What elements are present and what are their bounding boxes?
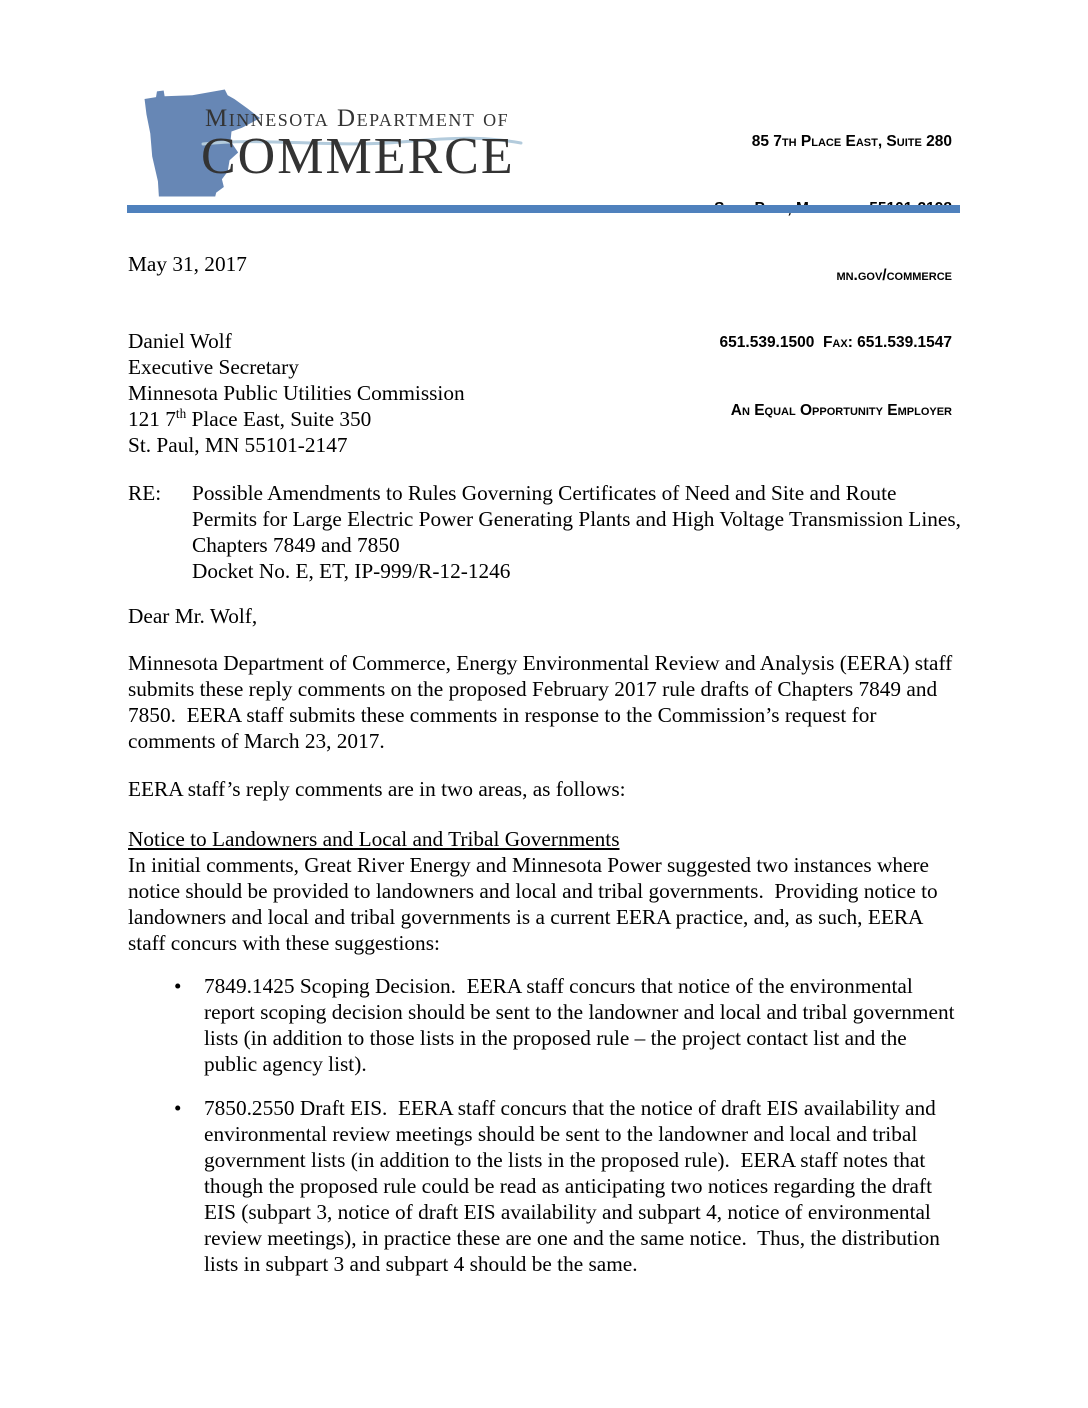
contact-eoe: An Equal Opportunity Employer	[730, 401, 952, 419]
contact-website: mn.gov/commerce	[836, 267, 952, 285]
bullet-draft-eis: • 7850.2550 Draft EIS. EERA staff concurs that the notice of draft EIS availability and environmental review meetings should be sent to the landowner and local and tribal government lists (in addition to the lists in the proposed rule). EERA staff notes that though the proposed rule could be read as anticipating two notices regarding the draft EIS (subpart 3, notice of draft EIS availability and subpart 4, notice of environmental review meetings), in practice these are one and the same notice. Thus, the distribution lists in subpart 3 and subpart 4 should be the same.	[128, 1095, 961, 1277]
re-docket: Docket No. E, ET, IP-999/R-12-1246	[192, 559, 511, 583]
recipient-address-block	[128, 328, 961, 458]
street-ordinal: th	[175, 405, 187, 421]
section-notice	[128, 826, 961, 956]
recipient-street	[128, 406, 961, 432]
section-heading: Notice to Landowners and Local and Tribal Governments	[128, 827, 620, 851]
logo-commerce-text: COMMERCE	[201, 128, 515, 185]
salutation: Dear Mr. Wolf,	[128, 604, 258, 628]
bullet-scoping-decision: • 7849.1425 Scoping Decision. EERA staff concurs that notice of the environmental report scoping decision should be sent to the landowner and local and tribal government lists (in addition to those lists in the proposed rule – the project contact list and the public agency list).	[128, 973, 961, 1077]
letter-body	[128, 0, 967, 1277]
recipient-title: Executive Secretary	[128, 355, 299, 379]
letter-date: May 31, 2017	[128, 252, 247, 276]
recipient-organization: Minnesota Public Utilities Commission	[128, 381, 465, 405]
contact-phone-fax: 651.539.1500 Fax: 651.539.1547	[719, 334, 952, 352]
re-subject: Possible Amendments to Rules Governing Certificates of Need and Site and Route Permits for Large Electric Power Generating Plants and High Voltage Transmission Lines, Chapters 7849 and 7850	[192, 481, 967, 557]
recipient-name: Daniel Wolf	[128, 329, 232, 353]
street-prefix: 121 7	[128, 407, 176, 431]
section-body: In initial comments, Great River Energy and Minnesota Power suggested two instances where notice should be provided to landowners and local and tribal governments. Providing notice to landowners and local and tribal governments is a current EERA practice, and, as such, EERA staff concurs with these suggestions:	[128, 853, 944, 955]
paragraph-lead-in: EERA staff’s reply comments are in two areas, as follows:	[128, 777, 626, 801]
re-block	[128, 480, 967, 584]
recipient-city: St. Paul, MN 55101-2147	[128, 433, 348, 457]
contact-street: 85 7th Place East, Suite 280	[751, 132, 952, 150]
street-suffix: Place East, Suite 350	[186, 407, 372, 431]
paragraph-intro: Minnesota Department of Commerce, Energy Environmental Review and Analysis (EERA) staff submits these reply comments on the proposed February 2017 rule drafts of Chapters 7849 and 7850. EERA staff submits these comments in response to the Commission’s request for comments of March 23, 2017.	[128, 651, 958, 753]
logo-department-text: Minnesota Department of	[205, 105, 510, 132]
re-label: RE:	[128, 481, 162, 505]
